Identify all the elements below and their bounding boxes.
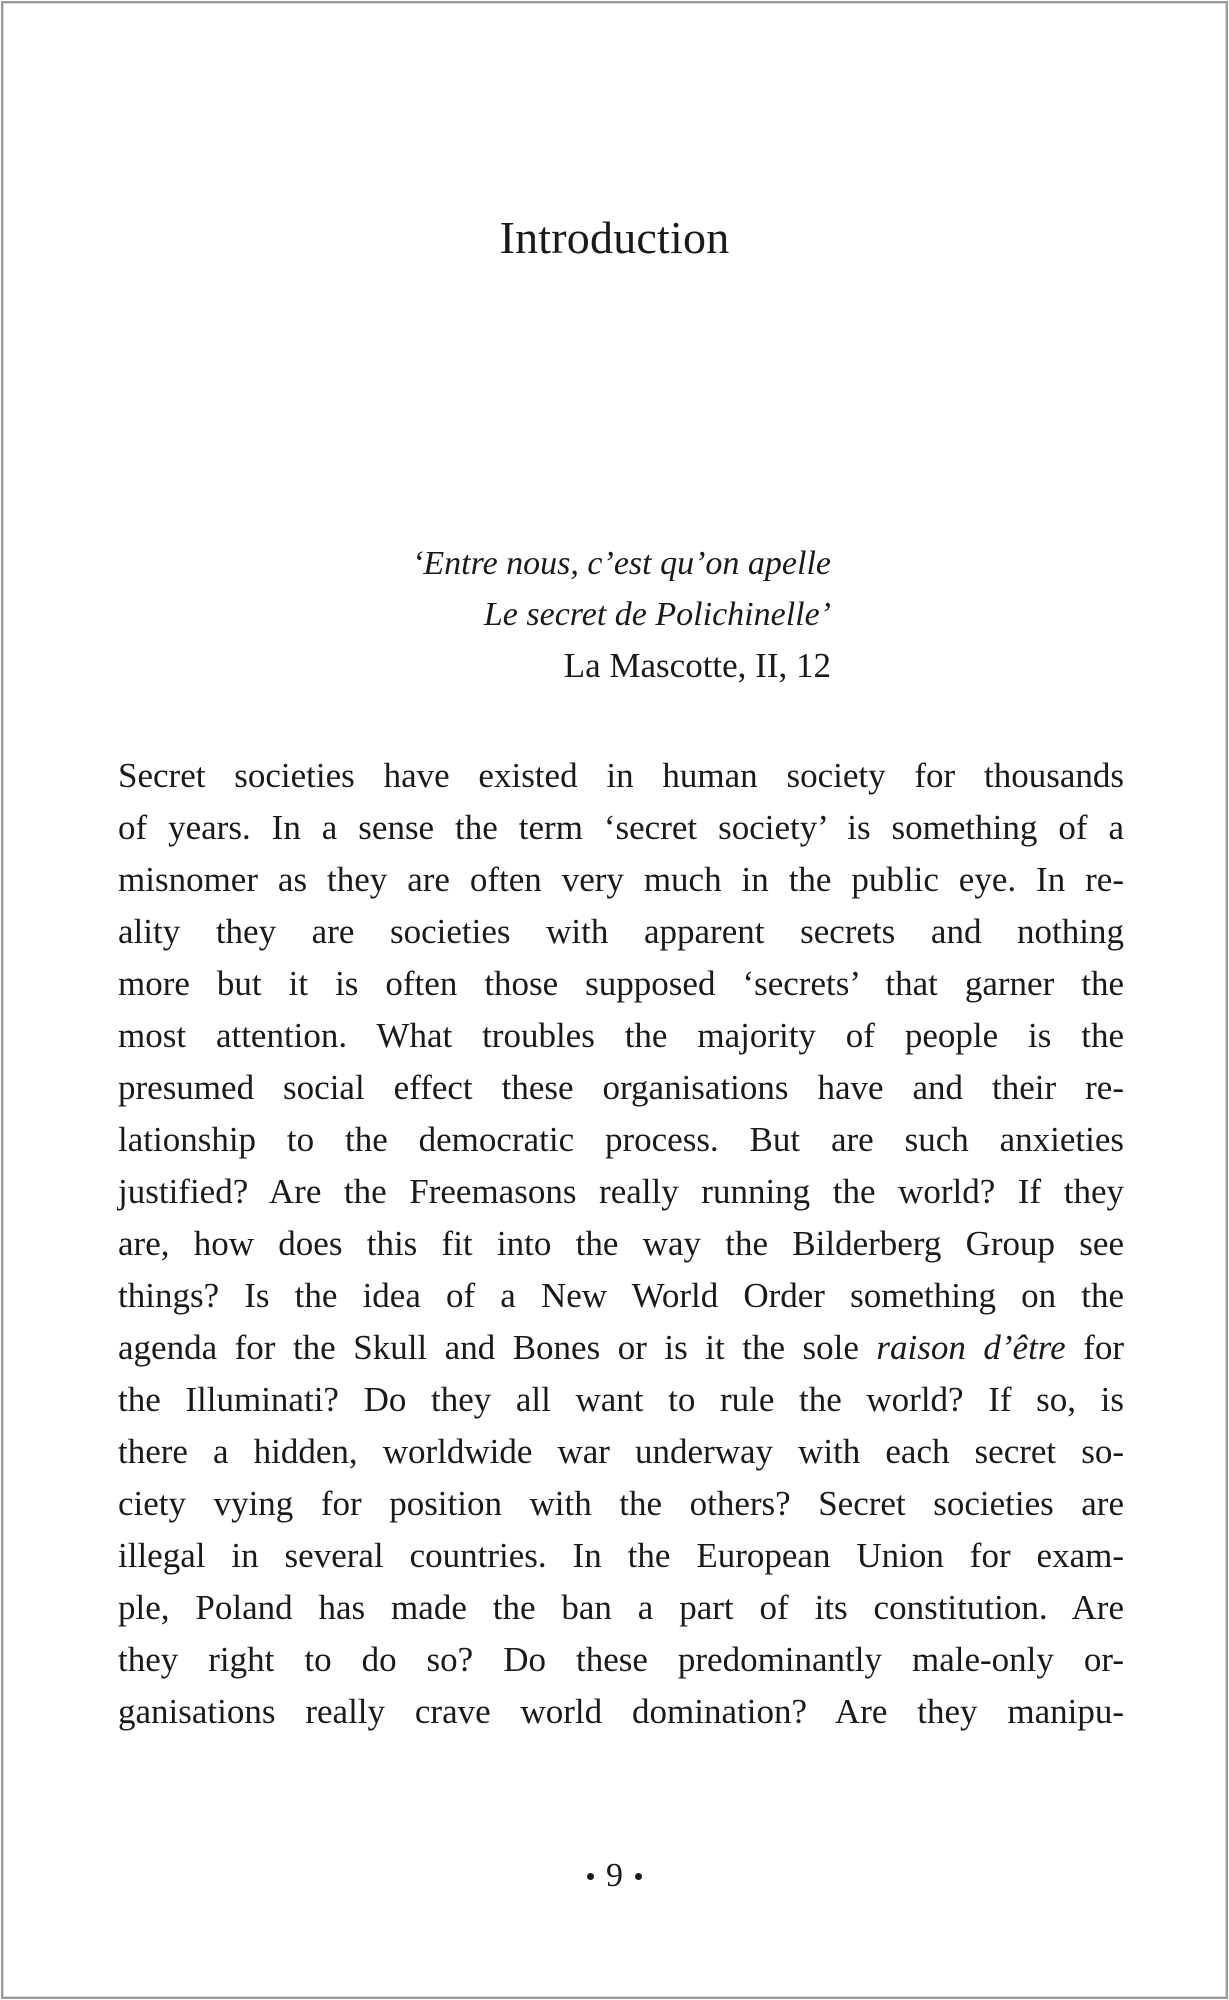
body-line: most attention. What troubles the majority of people is the bbox=[118, 1016, 1124, 1055]
body-line: they right to do so? Do these predominantly male-only or- bbox=[118, 1640, 1124, 1679]
body-line: more but it is often those supposed ‘secrets’ that garner the bbox=[118, 964, 1124, 1003]
body-line: ality they are societies with apparent secrets and nothing bbox=[118, 912, 1124, 951]
epigraph-line-1: ‘Entre nous, c’est qu’on apelle bbox=[412, 545, 831, 582]
body-line: there a hidden, worldwide war underway with each secret so- bbox=[118, 1432, 1124, 1471]
body-line: the Illuminati? Do they all want to rule the world? If so, is bbox=[118, 1380, 1124, 1419]
body-paragraph bbox=[118, 750, 1124, 1738]
body-line: Secret societies have existed in human society for thousands bbox=[118, 756, 1124, 795]
bullet-dot-icon bbox=[635, 1873, 642, 1880]
epigraph-line-2: Le secret de Polichinelle’ bbox=[483, 596, 831, 633]
italic-phrase: raison d’être bbox=[876, 1328, 1066, 1367]
book-page bbox=[1, 1, 1228, 1999]
body-line: ciety vying for position with the others? Secret societies are bbox=[118, 1484, 1124, 1523]
body-line-segment: for bbox=[1065, 1328, 1124, 1367]
body-line: lationship to the democratic process. But are such anxieties bbox=[118, 1120, 1124, 1159]
body-line: illegal in several countries. In the European Union for exam- bbox=[118, 1536, 1124, 1575]
body-line: ganisations really crave world domination? Are they manipu- bbox=[118, 1692, 1124, 1731]
bullet-dot-icon bbox=[587, 1873, 594, 1880]
body-line: presumed social effect these organisations have and their re- bbox=[118, 1068, 1124, 1107]
body-line: things? Is the idea of a New World Order something on the bbox=[118, 1276, 1124, 1315]
body-line: justified? Are the Freemasons really running the world? If they bbox=[118, 1172, 1124, 1211]
body-line: ple, Poland has made the ban a part of its constitution. Are bbox=[118, 1588, 1124, 1627]
body-line: are, how does this fit into the way the Bilderberg Group see bbox=[118, 1224, 1124, 1263]
page-number-value: 9 bbox=[606, 1857, 623, 1894]
epigraph bbox=[366, 538, 831, 691]
body-line: of years. In a sense the term ‘secret society’ is something of a bbox=[118, 808, 1124, 847]
page-number bbox=[3, 1856, 1226, 1896]
chapter-title: Introduction bbox=[499, 212, 730, 263]
body-line-segment: agenda for the Skull and Bones or is it the sole bbox=[118, 1328, 877, 1367]
body-line-with-italic bbox=[118, 1322, 1124, 1374]
epigraph-source: La Mascotte, II, 12 bbox=[563, 646, 831, 685]
body-line: misnomer as they are often very much in the public eye. In re- bbox=[118, 860, 1124, 899]
